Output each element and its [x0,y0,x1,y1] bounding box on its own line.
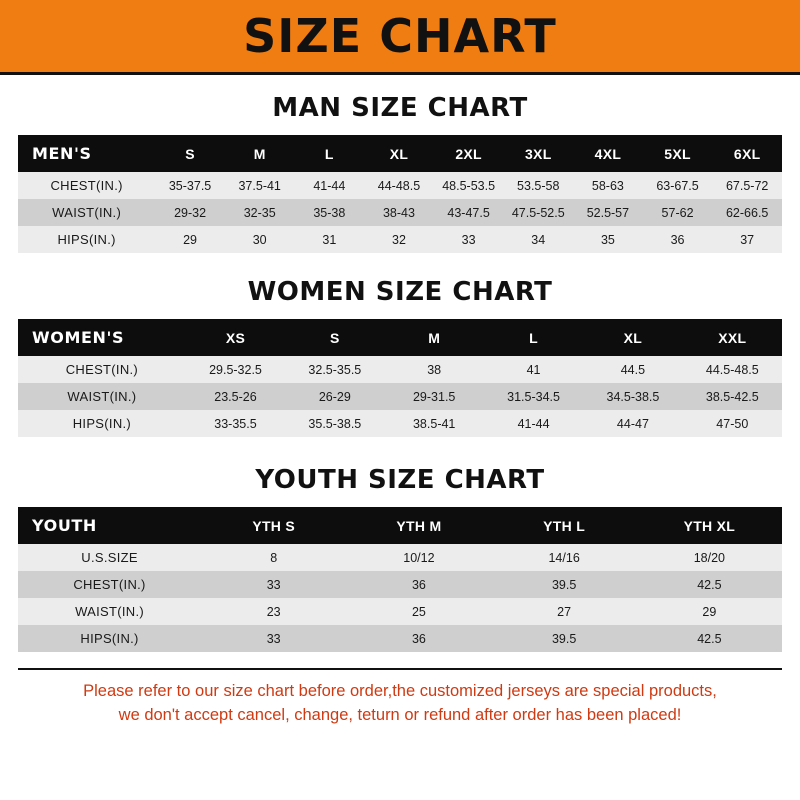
table-cell: 67.5-72 [712,172,782,199]
column-header: XL [583,319,682,356]
section-title-women: WOMEN SIZE CHART [247,277,553,307]
table-cell: 44.5-48.5 [683,356,782,383]
header-banner [0,0,800,75]
table-cell: 33 [201,625,346,652]
table-cell: 35 [573,226,643,253]
column-header: 2XL [434,135,504,172]
column-header: XS [186,319,285,356]
section-title-youth: YOUTH SIZE CHART [255,465,545,495]
column-header: MEN'S [18,135,155,172]
table-header-row [18,507,782,544]
table-cell: 38.5-41 [385,410,484,437]
page-title: SIZE CHART [243,9,557,63]
table-cell: 33-35.5 [186,410,285,437]
table-cell: 8 [201,544,346,571]
column-header: XXL [683,319,782,356]
row-label: CHEST(IN.) [18,172,155,199]
row-label: HIPS(IN.) [18,625,201,652]
table-cell: 32-35 [225,199,295,226]
row-label: CHEST(IN.) [18,571,201,598]
table-row [18,172,782,199]
table-cell: 10/12 [346,544,491,571]
table-cell: 39.5 [492,571,637,598]
table-cell: 26-29 [285,383,384,410]
row-label: U.S.SIZE [18,544,201,571]
column-header: YOUTH [18,507,201,544]
table-cell: 48.5-53.5 [434,172,504,199]
table-cell: 32.5-35.5 [285,356,384,383]
table-cell: 35-38 [295,199,365,226]
row-label: CHEST(IN.) [18,356,186,383]
table-cell: 18/20 [637,544,782,571]
table-cell: 41-44 [484,410,583,437]
table-header-row [18,319,782,356]
table-cell: 33 [201,571,346,598]
table-cell: 39.5 [492,625,637,652]
table-row [18,625,782,652]
table-cell: 58-63 [573,172,643,199]
footer-note [18,668,782,728]
row-label: HIPS(IN.) [18,410,186,437]
table-cell: 36 [346,625,491,652]
table-youth-size-chart [18,507,782,652]
table-cell: 23.5-26 [186,383,285,410]
table-head [18,135,782,172]
table-cell: 57-62 [643,199,713,226]
table-cell: 44-47 [583,410,682,437]
table-cell: 35-37.5 [155,172,225,199]
table-cell: 47.5-52.5 [503,199,573,226]
table-head [18,319,782,356]
column-header: WOMEN'S [18,319,186,356]
table-cell: 41 [484,356,583,383]
table-cell: 44-48.5 [364,172,434,199]
table-row [18,544,782,571]
column-header: YTH L [492,507,637,544]
table-row [18,410,782,437]
table-body [18,544,782,652]
table-cell: 31 [295,226,365,253]
column-header: YTH S [201,507,346,544]
table-cell: 25 [346,598,491,625]
table-cell: 34 [503,226,573,253]
table-cell: 14/16 [492,544,637,571]
table-row [18,383,782,410]
column-header: YTH M [346,507,491,544]
table-cell: 33 [434,226,504,253]
table-cell: 29.5-32.5 [186,356,285,383]
table-cell: 30 [225,226,295,253]
table-cell: 36 [643,226,713,253]
table-cell: 62-66.5 [712,199,782,226]
table-head [18,507,782,544]
table-header-row [18,135,782,172]
table-row [18,226,782,253]
table-cell: 47-50 [683,410,782,437]
table-cell: 35.5-38.5 [285,410,384,437]
table-row [18,571,782,598]
table-women-size-chart [18,319,782,437]
column-header: M [385,319,484,356]
table-body [18,172,782,253]
table-cell: 38.5-42.5 [683,383,782,410]
table-cell: 38 [385,356,484,383]
table-row [18,356,782,383]
table-cell: 37.5-41 [225,172,295,199]
table-cell: 34.5-38.5 [583,383,682,410]
section-title-man: MAN SIZE CHART [272,93,528,123]
column-header: 4XL [573,135,643,172]
table-cell: 29 [637,598,782,625]
table-cell: 42.5 [637,625,782,652]
row-label: HIPS(IN.) [18,226,155,253]
table-cell: 29-31.5 [385,383,484,410]
table-cell: 36 [346,571,491,598]
table-cell: 37 [712,226,782,253]
table-cell: 23 [201,598,346,625]
table-body [18,356,782,437]
table-cell: 63-67.5 [643,172,713,199]
table-cell: 29 [155,226,225,253]
column-header: M [225,135,295,172]
column-header: XL [364,135,434,172]
table-cell: 42.5 [637,571,782,598]
table-cell: 44.5 [583,356,682,383]
column-header: L [484,319,583,356]
chart-content [0,93,800,728]
table-row [18,199,782,226]
table-row [18,598,782,625]
table-cell: 52.5-57 [573,199,643,226]
table-man-size-chart [18,135,782,253]
table-cell: 41-44 [295,172,365,199]
row-label: WAIST(IN.) [18,598,201,625]
table-cell: 29-32 [155,199,225,226]
table-cell: 31.5-34.5 [484,383,583,410]
footer-note-line-2: we don't accept cancel, change, teturn or refund after order has been placed! [118,705,682,724]
table-cell: 27 [492,598,637,625]
footer-note-line-1: Please refer to our size chart before order,the customized jerseys are special products, [83,682,717,700]
column-header: S [155,135,225,172]
column-header: 5XL [643,135,713,172]
column-header: 3XL [503,135,573,172]
column-header: 6XL [712,135,782,172]
column-header: L [295,135,365,172]
table-cell: 53.5-58 [503,172,573,199]
table-cell: 43-47.5 [434,199,504,226]
column-header: S [285,319,384,356]
row-label: WAIST(IN.) [18,199,155,226]
table-cell: 38-43 [364,199,434,226]
row-label: WAIST(IN.) [18,383,186,410]
table-cell: 32 [364,226,434,253]
column-header: YTH XL [637,507,782,544]
